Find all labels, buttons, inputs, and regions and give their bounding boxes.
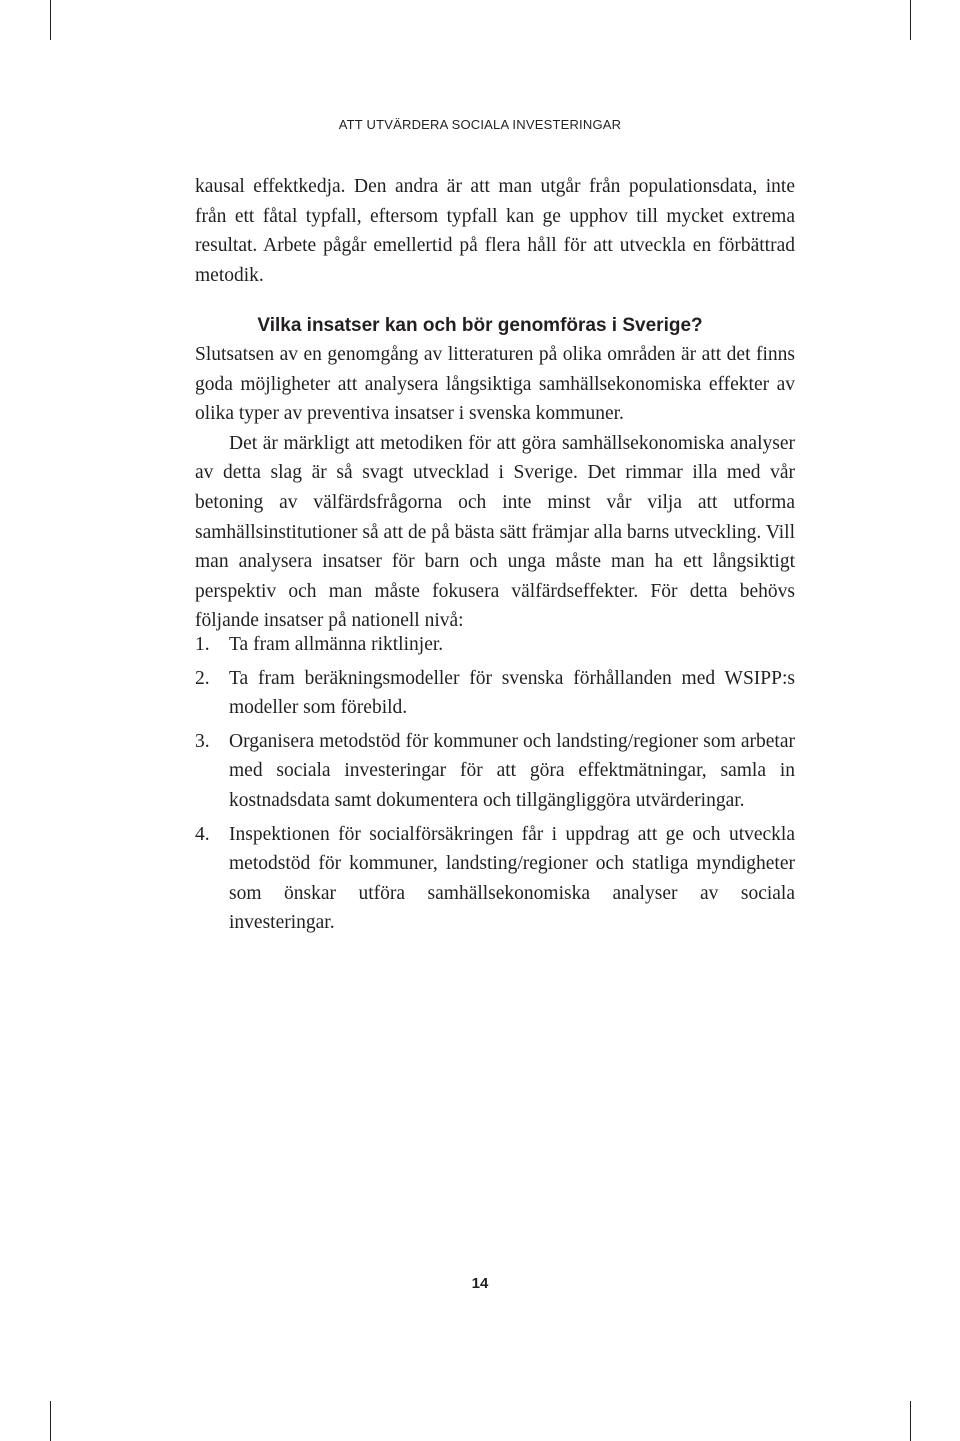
list-item-text: Inspektionen för socialförsäkringen får i uppdrag att ge och utveckla metodstöd för kommuner, landsting/regioner och statliga myndigheter som önskar utföra samhällsekonomiska analyser av sociala investeringar.: [229, 823, 795, 934]
list-item-text: Ta fram beräkningsmodeller för svenska förhållanden med WSIPP:s modeller som förebild.: [229, 667, 795, 719]
crop-mark-bottom-left: [50, 1401, 51, 1441]
paragraph-method: Det är märkligt att metodiken för att göra samhällsekonomiska analyser av detta slag är så svagt utvecklad i Sverige. Det rimmar illa med vår betoning av välfärdsfrågorna och inte minst vår vilja att utforma samhällsinstitutioner så att de på bästa sätt främjar alla barns utveckling. Vill man analysera insatser för barn och unga måste man ha ett långsiktigt perspektiv och man måste fokusera välfärdseffekter. För detta behövs följande insatser på nationell nivå:: [195, 432, 795, 632]
section-heading: Vilka insatser kan och bör genomföras i Sverige?: [257, 315, 703, 336]
list-item: [195, 727, 795, 816]
crop-mark-top-right: [910, 0, 911, 40]
list-item-number: 1.: [195, 634, 210, 655]
paragraph-conclusion: Slutsatsen av en genomgång av litteraturen på olika områden är att det finns goda möjligheter att analysera långsiktiga samhällsekonomiska effekter av olika typer av preventiva insatser i svenska kommuner.: [195, 344, 795, 425]
page-number: 14: [471, 1275, 489, 1292]
paragraph-intro: kausal effektkedja. Den andra är att man utgår från populationsdata, inte från ett fåtal typfall, eftersom typfall kan ge upphov till mycket extrema resultat. Arbete pågår emellertid på flera håll för att utveckla en förbättrad metodik.: [195, 176, 795, 286]
crop-mark-bottom-right: [910, 1401, 911, 1441]
list-item-text: Organisera metodstöd för kommuner och landsting/regioner som arbetar med sociala investeringar för att göra effektmätningar, samla in kostnadsdata samt dokumentera och tillgängliggöra utvärderingar.: [229, 730, 795, 811]
measures-list: [195, 630, 795, 942]
list-item: [195, 664, 795, 723]
list-item-number: 4.: [195, 823, 210, 845]
body-section: [195, 340, 795, 636]
list-item: [195, 630, 795, 660]
list-item-text: Ta fram allmänna riktlinjer.: [229, 634, 444, 655]
list-item-number: 3.: [195, 730, 210, 752]
intro-section: [195, 172, 795, 290]
running-head: ATT UTVÄRDERA SOCIALA INVESTERINGAR: [338, 117, 622, 132]
crop-mark-top-left: [50, 0, 51, 40]
list-item-number: 2.: [195, 667, 210, 689]
list-item: [195, 820, 795, 938]
